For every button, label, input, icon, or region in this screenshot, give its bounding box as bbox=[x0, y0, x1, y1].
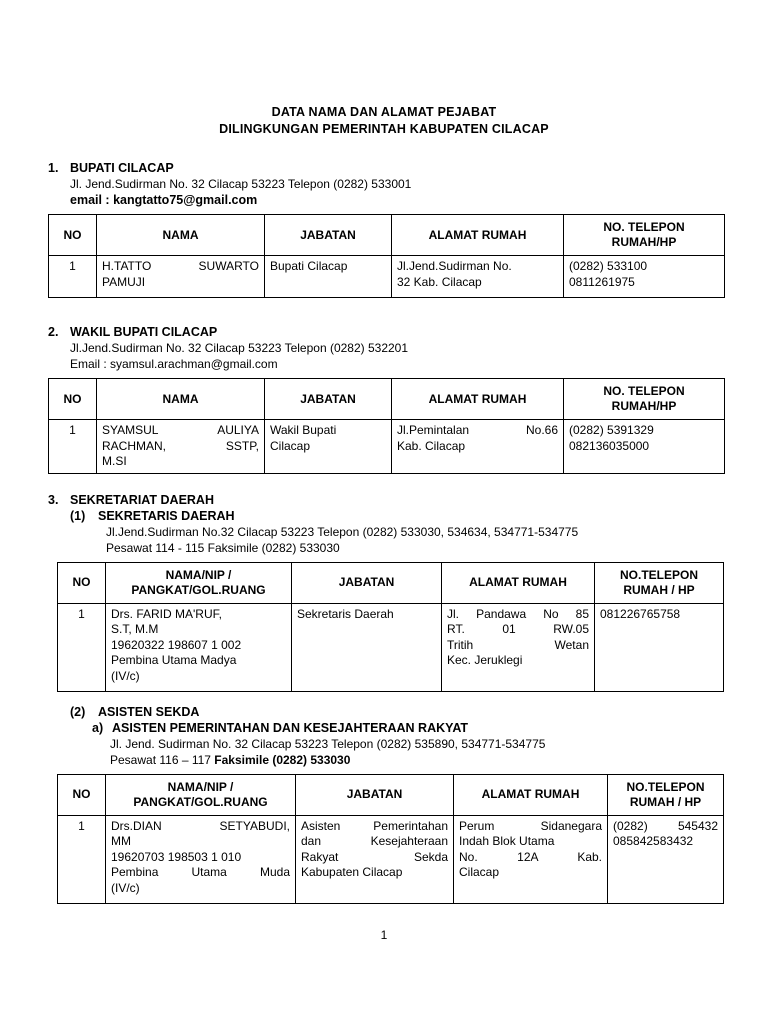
cell-no: 1 bbox=[58, 603, 106, 691]
col-jabatan: JABATAN bbox=[292, 562, 442, 603]
cell-jabatan-line3: Rakyat Sekda bbox=[301, 849, 448, 864]
section-1-address: Jl. Jend.Sudirman No. 32 Cilacap 53223 Telepon (0282) 533001 bbox=[70, 177, 412, 191]
cell-jabatan-line4: Kabupaten Cilacap bbox=[301, 865, 403, 879]
col-no-telepon-line1: NO. TELEPON bbox=[603, 384, 685, 398]
cell-nama-line2: PAMUJI bbox=[102, 274, 146, 289]
table-asisten-pemerintahan bbox=[57, 774, 724, 904]
cell-jabatan-line1: Wakil Bupati bbox=[270, 423, 337, 437]
cell-alamat-line3: Tritih Wetan bbox=[447, 637, 589, 652]
page-title bbox=[0, 0, 768, 138]
section-3-number: 3. bbox=[48, 492, 59, 507]
col-no: NO bbox=[49, 379, 97, 420]
cell-nama-nip bbox=[106, 815, 296, 903]
cell-nama-line5: (IV/c) bbox=[111, 668, 140, 683]
section-2-heading bbox=[48, 324, 768, 340]
col-no-telepon-line2: RUMAH / HP bbox=[629, 794, 702, 809]
col-nama-nip bbox=[106, 562, 292, 603]
section-wakil-bupati-cilacap bbox=[48, 324, 768, 474]
item-a-title: ASISTEN PEMERINTAHAN DAN KESEJAHTERAAN RAKYAT bbox=[112, 720, 469, 735]
subsection-2-heading bbox=[70, 704, 768, 720]
item-a-letter: a) bbox=[92, 720, 104, 735]
cell-jabatan bbox=[265, 420, 392, 474]
col-nama-nip-line1: NAMA/NIP / bbox=[165, 567, 232, 582]
subsection-2-number: (2) bbox=[70, 704, 86, 719]
table-sekretaris-daerah bbox=[57, 562, 724, 692]
col-nama-nip-line2: PANGKAT/GOL.RUANG bbox=[133, 794, 268, 809]
section-3-heading bbox=[48, 492, 768, 508]
cell-telepon-line2: 082136035000 bbox=[569, 438, 650, 453]
cell-nama-line3: 19620322 198607 1 002 bbox=[111, 637, 242, 652]
col-jabatan: JABATAN bbox=[296, 774, 454, 815]
cell-alamat-line4: Kec. Jeruklegi bbox=[447, 653, 523, 667]
item-a-address-line2-bold: Faksimile (0282) 533030 bbox=[214, 752, 351, 767]
cell-nama-line1: Drs.DIAN SETYABUDI, bbox=[111, 818, 290, 833]
cell-telepon bbox=[564, 256, 725, 298]
subsection-1-address-line2: Pesawat 114 - 115 Faksimile (0282) 533030 bbox=[106, 540, 340, 555]
cell-jabatan-line2: dan Kesejahteraan bbox=[301, 834, 448, 848]
subsection-2-title: ASISTEN SEKDA bbox=[98, 704, 200, 719]
col-alamat-rumah: ALAMAT RUMAH bbox=[392, 379, 564, 420]
col-no-telepon bbox=[595, 562, 724, 603]
subsection-1-number: (1) bbox=[70, 508, 86, 523]
cell-nama-line2: RACHMAN, SSTP, bbox=[102, 438, 259, 453]
table-header-row bbox=[49, 379, 725, 420]
col-nama: NAMA bbox=[97, 379, 265, 420]
col-nama-nip-line2: PANGKAT/GOL.RUANG bbox=[131, 582, 266, 597]
cell-no: 1 bbox=[49, 256, 97, 298]
cell-nama-line2: S.T, M.M bbox=[111, 622, 159, 636]
table-header-row bbox=[58, 562, 724, 603]
item-a-address-line1: Jl. Jend. Sudirman No. 32 Cilacap 53223 Telepon (0282) 535890, 534771-534775 bbox=[110, 736, 546, 751]
subsection-1-address-line1: Jl.Jend.Sudirman No.32 Cilacap 53223 Telepon (0282) 533030, 534634, 534771-534775 bbox=[106, 524, 579, 539]
cell-nama-line3: 19620703 198503 1 010 bbox=[111, 849, 242, 864]
title-line-1: DATA NAMA DAN ALAMAT PEJABAT bbox=[271, 105, 497, 119]
cell-alamat-line3: No. 12A Kab. bbox=[459, 849, 602, 864]
cell-nama-line4: Pembina Utama Madya bbox=[111, 653, 237, 667]
cell-jabatan: Bupati Cilacap bbox=[265, 256, 392, 298]
col-nama-nip bbox=[106, 774, 296, 815]
cell-no: 1 bbox=[58, 815, 106, 903]
table-row bbox=[49, 420, 725, 474]
cell-alamat-line2: Indah Blok Utama bbox=[459, 834, 555, 848]
cell-alamat-line4: Cilacap bbox=[459, 865, 500, 879]
section-1-email: email : kangtatto75@gmail.com bbox=[70, 193, 258, 207]
cell-alamat-line2: Kab. Cilacap bbox=[397, 438, 466, 453]
cell-telepon-line2: 0811261975 bbox=[569, 274, 635, 289]
section-3-title: SEKRETARIAT DAERAH bbox=[70, 492, 214, 507]
cell-telepon bbox=[564, 420, 725, 474]
col-no: NO bbox=[58, 562, 106, 603]
table-header-row bbox=[58, 774, 724, 815]
section-2-number: 2. bbox=[48, 325, 59, 339]
col-no-telepon-line1: NO. TELEPON bbox=[603, 220, 685, 234]
cell-telepon-line1: (0282) 5391329 bbox=[569, 423, 654, 437]
col-nama-nip-line1: NAMA/NIP / bbox=[167, 779, 234, 794]
col-no-telepon-line2: RUMAH / HP bbox=[623, 582, 695, 597]
col-alamat-rumah: ALAMAT RUMAH bbox=[454, 774, 608, 815]
col-alamat-rumah: ALAMAT RUMAH bbox=[442, 562, 595, 603]
table-header-row bbox=[49, 215, 725, 256]
cell-nama-line1: H.TATTO SUWARTO bbox=[102, 259, 259, 273]
cell-nama-line1: Drs. FARID MA'RUF, bbox=[111, 606, 222, 621]
cell-nama-line5: (IV/c) bbox=[111, 880, 140, 895]
cell-nama-line4: Pembina Utama Muda bbox=[111, 865, 290, 879]
cell-jabatan-line2: Cilacap bbox=[270, 438, 311, 453]
cell-telepon bbox=[608, 815, 724, 903]
cell-alamat-line1: Jl.Pemintalan No.66 bbox=[397, 423, 558, 437]
section-2-address: Jl.Jend.Sudirman No. 32 Cilacap 53223 Telepon (0282) 532201 bbox=[70, 341, 409, 355]
section-2-email: Email : syamsul.arachman@gmail.com bbox=[70, 357, 278, 371]
cell-alamat bbox=[442, 603, 595, 691]
cell-nama-line2: MM bbox=[111, 834, 131, 848]
cell-nama bbox=[97, 420, 265, 474]
cell-alamat bbox=[392, 256, 564, 298]
col-no-telepon bbox=[564, 215, 725, 256]
col-no-telepon bbox=[608, 774, 724, 815]
cell-jabatan bbox=[296, 815, 454, 903]
cell-alamat bbox=[454, 815, 608, 903]
cell-nama-line3: M.SI bbox=[102, 454, 127, 468]
table-wakil-bupati bbox=[48, 378, 725, 474]
col-no-telepon-line1: NO.TELEPON bbox=[619, 567, 698, 582]
table-bupati bbox=[48, 214, 725, 298]
cell-alamat-line1: Perum Sidanegara bbox=[459, 818, 602, 833]
col-nama: NAMA bbox=[97, 215, 265, 256]
col-no-telepon-line2: RUMAH/HP bbox=[611, 235, 677, 249]
table-row bbox=[58, 603, 724, 691]
col-jabatan: JABATAN bbox=[265, 379, 392, 420]
cell-jabatan: Sekretaris Daerah bbox=[292, 603, 442, 691]
col-jabatan: JABATAN bbox=[265, 215, 392, 256]
col-no: NO bbox=[58, 774, 106, 815]
subsection-1-title: SEKRETARIS DAERAH bbox=[98, 508, 235, 523]
item-a-heading bbox=[92, 720, 768, 736]
table-row bbox=[58, 815, 724, 903]
page-number: 1 bbox=[380, 928, 388, 942]
section-2-title: WAKIL BUPATI CILACAP bbox=[70, 325, 218, 339]
col-no: NO bbox=[49, 215, 97, 256]
subsection-1-heading bbox=[70, 508, 768, 524]
section-sekretariat-daerah bbox=[48, 492, 768, 904]
col-no-telepon bbox=[564, 379, 725, 420]
cell-telepon-line2: 085842583432 bbox=[613, 834, 694, 848]
cell-jabatan-line1: Asisten Pemerintahan bbox=[301, 818, 448, 833]
title-line-2: DILINGKUNGAN PEMERINTAH KABUPATEN CILACAP bbox=[219, 122, 549, 136]
cell-nama-line1: SYAMSUL AULIYA bbox=[102, 423, 259, 437]
table-row bbox=[49, 256, 725, 298]
cell-alamat-line2: RT. 01 RW.05 bbox=[447, 622, 589, 636]
col-alamat-rumah: ALAMAT RUMAH bbox=[392, 215, 564, 256]
cell-nama-nip bbox=[106, 603, 292, 691]
cell-telepon-line1: (0282) 533100 bbox=[569, 259, 648, 273]
item-a-address-line2 bbox=[110, 752, 768, 768]
cell-nama bbox=[97, 256, 265, 298]
cell-alamat-line1: Jl. Pandawa No 85 bbox=[447, 606, 589, 621]
section-1-title: BUPATI CILACAP bbox=[70, 161, 174, 175]
cell-telepon-line1: (0282) 545432 bbox=[613, 818, 718, 833]
cell-alamat-line2: 32 Kab. Cilacap bbox=[397, 274, 482, 289]
section-bupati-cilacap bbox=[48, 160, 768, 298]
section-1-heading bbox=[48, 160, 768, 176]
cell-alamat bbox=[392, 420, 564, 474]
item-a-address-line2-plain: Pesawat 116 – 117 bbox=[110, 752, 215, 767]
cell-no: 1 bbox=[49, 420, 97, 474]
cell-telepon: 081226765758 bbox=[595, 603, 724, 691]
section-1-number: 1. bbox=[48, 161, 59, 175]
col-no-telepon-line1: NO.TELEPON bbox=[626, 779, 705, 794]
col-no-telepon-line2: RUMAH/HP bbox=[611, 399, 677, 413]
cell-alamat-line1: Jl.Jend.Sudirman No. bbox=[397, 259, 512, 273]
